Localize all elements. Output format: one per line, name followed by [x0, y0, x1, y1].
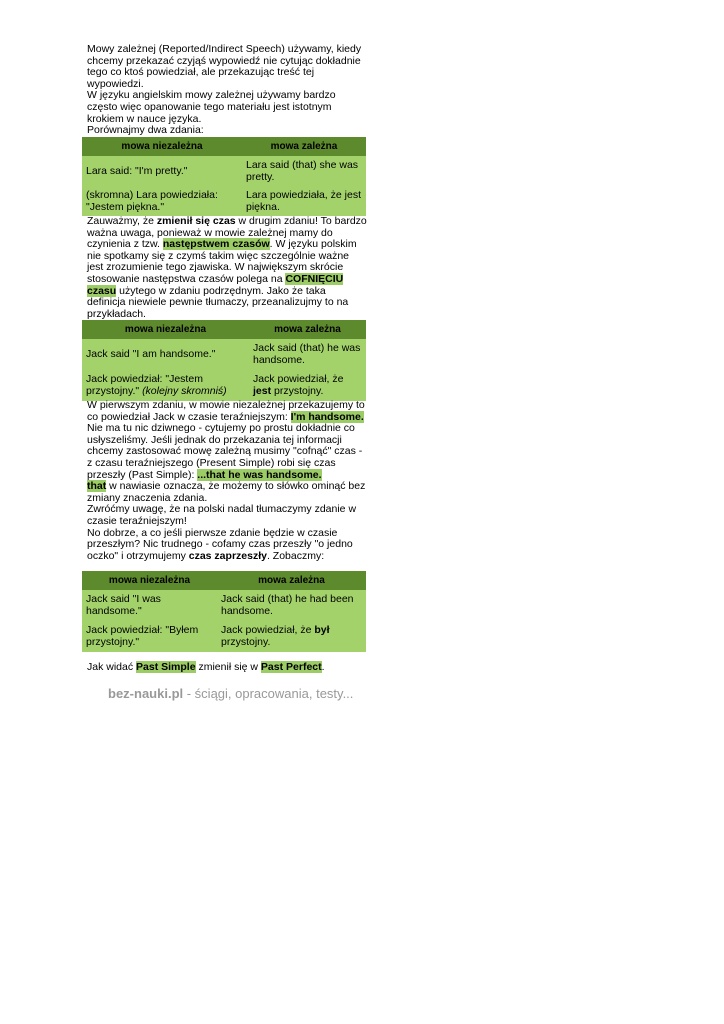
table-header: mowa niezależna	[82, 571, 217, 590]
table-header: mowa niezależna	[82, 320, 249, 339]
table-header: mowa zależna	[249, 320, 366, 339]
comparison-table-1	[82, 137, 366, 216]
highlight: następstwem czasów	[162, 238, 270, 251]
paragraph-1: Zauważmy, że zmienił się czas w drugim zdaniu! To bardzo ważna uwaga, ponieważ w mowie zależnej mamy do czynienia z tzw. następstwem czasów. W języku polskim nie spotkamy się z czymś takim więc szczególnie ważne jest zrozumienie tego zjawiska. W największym skrócie stosowanie następstwa czasów polega na COFNIĘCIU czasu użytego w zdaniu podrzędnym. Jako że taka definicja niewiele pewnie tłumaczy, przeanalizujmy to na przykładach.	[87, 215, 367, 320]
site-footer	[108, 688, 353, 700]
table-header: mowa zależna	[242, 137, 366, 156]
table-cell: Lara said: "I'm pretty."	[82, 156, 242, 188]
table-cell: Jack powiedział, że był przystojny.	[217, 622, 366, 652]
site-name: bez-nauki.pl	[108, 686, 184, 701]
table-header: mowa zależna	[217, 571, 366, 590]
table-cell: (skromna) Lara powiedziała: "Jestem piękna."	[82, 188, 242, 216]
paragraph-2: W pierwszym zdaniu, w mowie niezależnej przekazujemy to co powiedział Jack w czasie teraźniejszym: I'm handsome. Nie ma tu nic dziwnego - cytujemy po prostu dokładnie co usłyszeliśmy. Jeśli jednak do przekazania tej informacji chcemy zastosować mowę zależną musimy "cofnąć" czas - z czasu teraźniejszego (Present Simple) robi się czas przeszły (Past Simple): ...that he was handsome. that w nawiasie oznacza, że możemy to słówko ominąć bez zmiany znaczenia zdania. Zwróćmy uwagę, że na polski nadal tłumaczymy zdanie w czasie teraźniejszym! No dobrze, a co jeśli pierwsze zdanie będzie w czasie przeszłym? Nic trudnego - cofamy czas przeszły "o jedno oczko" i otrzymujemy czas zaprzeszły. Zobaczmy:	[87, 399, 366, 562]
comparison-table-2	[82, 320, 366, 401]
intro-line-1: Mowy zależnej (Reported/Indirect Speech) używamy, kiedy chcemy przekazać czyjąś wypowiedź nie cytując dokładnie tego co ktoś powiedział, ale przekazując treść tej wypowiedzi.	[87, 43, 362, 90]
table-cell: Jack powiedział: "Jestem przystojny." (kolejny skromniś)	[82, 371, 249, 401]
site-tagline: - ściągi, opracowania, testy...	[183, 686, 354, 701]
highlight: I'm handsome.	[290, 410, 364, 423]
table-cell: Jack said "I was handsome."	[82, 590, 217, 622]
highlight: Past Perfect	[260, 661, 322, 673]
table-cell: Jack said (that) he had been handsome.	[217, 590, 366, 622]
table-cell: Jack said "I am handsome."	[82, 339, 249, 371]
table-cell: Jack powiedział, że jest przystojny.	[249, 371, 366, 401]
table-header: mowa niezależna	[82, 137, 242, 156]
comparison-table-3	[82, 571, 366, 652]
highlight: that	[87, 480, 107, 493]
table-cell: Jack powiedział: "Byłem przystojny."	[82, 622, 217, 652]
intro-text	[87, 44, 367, 137]
table-cell: Lara said (that) she was pretty.	[242, 156, 366, 188]
table-cell: Jack said (that) he was handsome.	[249, 339, 366, 371]
highlight: ...that he was handsome.	[197, 468, 322, 481]
intro-line-2: W języku angielskim mowy zależnej używamy bardzo często więc opanowanie tego materiału jest istotnym krokiem w nauce języka.	[87, 89, 336, 125]
intro-line-3: Porównajmy dwa zdania:	[87, 124, 204, 137]
highlight: COFNIĘCIU czasu	[87, 272, 344, 297]
outro-text: Jak widać Past Simple zmienił się w Past Perfect.	[87, 661, 325, 673]
table-cell: Lara powiedziała, że jest piękna.	[242, 188, 366, 216]
highlight: Past Simple	[136, 661, 196, 673]
